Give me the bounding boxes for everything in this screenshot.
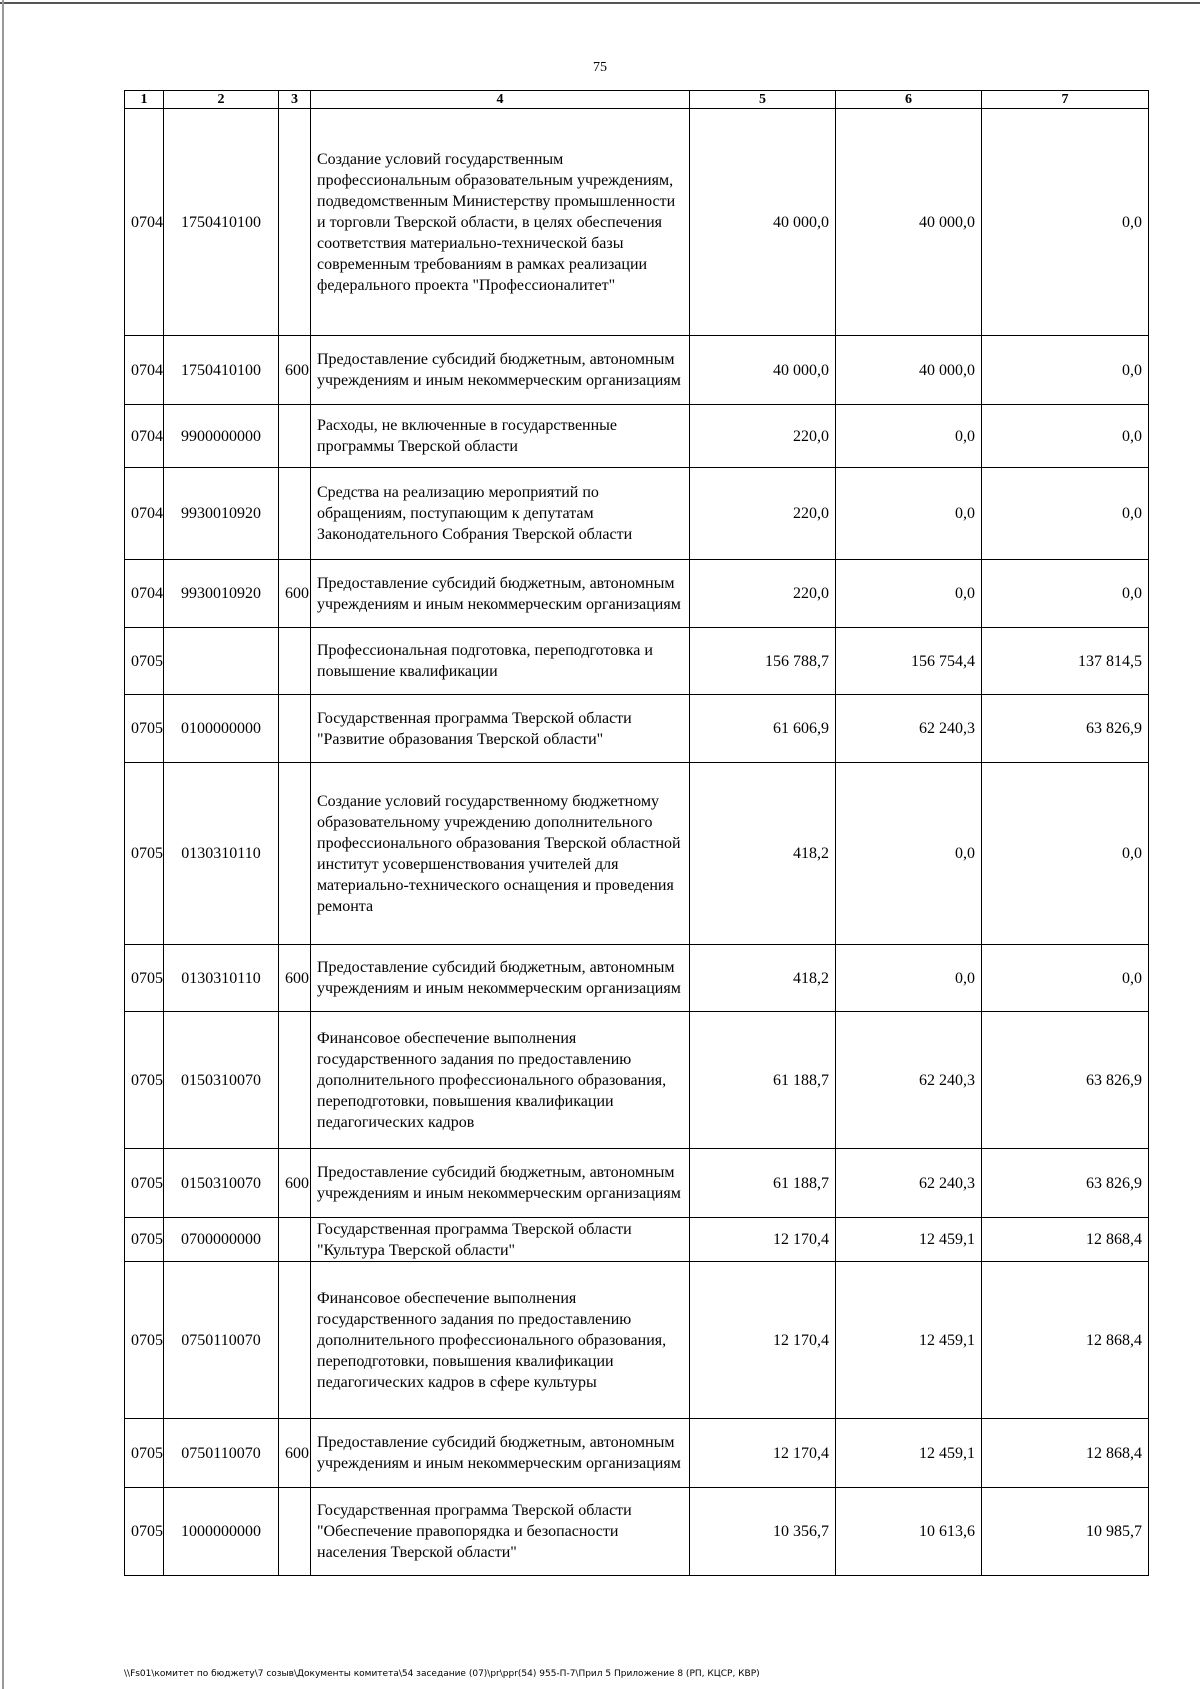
expense-type-code: 600 — [279, 1149, 311, 1218]
amount-col5: 61 188,7 — [690, 1149, 836, 1218]
amount-col7: 0,0 — [982, 109, 1149, 336]
table-row — [125, 336, 1149, 405]
table-row — [125, 468, 1149, 560]
target-article-code: 0150310070 — [164, 1012, 279, 1149]
target-article-code: 9930010920 — [164, 560, 279, 628]
amount-col6: 40 000,0 — [836, 336, 982, 405]
row-description: Расходы, не включенные в государственные программы Тверской области — [311, 405, 690, 468]
amount-col6: 12 459,1 — [836, 1419, 982, 1488]
section-code: 0705 — [125, 628, 164, 695]
table-row — [125, 763, 1149, 945]
amount-col5: 418,2 — [690, 763, 836, 945]
amount-col7: 12 868,4 — [982, 1218, 1149, 1262]
expense-type-code — [279, 628, 311, 695]
target-article-code — [164, 628, 279, 695]
amount-col6: 40 000,0 — [836, 109, 982, 336]
expense-type-code — [279, 405, 311, 468]
amount-col6: 156 754,4 — [836, 628, 982, 695]
column-header: 4 — [311, 91, 690, 109]
amount-col7: 63 826,9 — [982, 695, 1149, 763]
row-description: Средства на реализацию мероприятий по обращениям, поступающим к депутатам Законодательного Собрания Тверской области — [311, 468, 690, 560]
target-article-code: 1750410100 — [164, 109, 279, 336]
amount-col6: 0,0 — [836, 405, 982, 468]
section-code: 0705 — [125, 763, 164, 945]
amount-col6: 0,0 — [836, 945, 982, 1012]
amount-col7: 63 826,9 — [982, 1012, 1149, 1149]
expense-type-code — [279, 763, 311, 945]
amount-col5: 61 606,9 — [690, 695, 836, 763]
section-code: 0704 — [125, 336, 164, 405]
amount-col5: 220,0 — [690, 405, 836, 468]
section-code: 0704 — [125, 405, 164, 468]
column-header: 3 — [279, 91, 311, 109]
amount-col7: 137 814,5 — [982, 628, 1149, 695]
amount-col7: 12 868,4 — [982, 1419, 1149, 1488]
row-description: Предоставление субсидий бюджетным, автономным учреждениям и иным некоммерческим организациям — [311, 1419, 690, 1488]
amount-col6: 12 459,1 — [836, 1262, 982, 1419]
column-header: 6 — [836, 91, 982, 109]
amount-col5: 418,2 — [690, 945, 836, 1012]
row-description: Создание условий государственному бюджетному образовательному учреждению дополнительного профессионального образования Тверской областной институт усовершенствования учителей для материально-технического оснащения и проведения ремонта — [311, 763, 690, 945]
amount-col6: 10 613,6 — [836, 1488, 982, 1576]
amount-col5: 61 188,7 — [690, 1012, 836, 1149]
amount-col5: 12 170,4 — [690, 1419, 836, 1488]
amount-col7: 12 868,4 — [982, 1262, 1149, 1419]
section-code: 0705 — [125, 1218, 164, 1262]
table-row — [125, 109, 1149, 336]
expense-type-code — [279, 1262, 311, 1419]
column-header: 2 — [164, 91, 279, 109]
expense-type-code: 600 — [279, 336, 311, 405]
target-article-code: 0130310110 — [164, 945, 279, 1012]
table-row — [125, 1419, 1149, 1488]
expense-type-code: 600 — [279, 1419, 311, 1488]
amount-col5: 12 170,4 — [690, 1218, 836, 1262]
amount-col6: 0,0 — [836, 560, 982, 628]
amount-col7: 0,0 — [982, 336, 1149, 405]
amount-col7: 0,0 — [982, 763, 1149, 945]
amount-col5: 156 788,7 — [690, 628, 836, 695]
column-header: 1 — [125, 91, 164, 109]
row-description: Создание условий государственным профессиональным образовательным учреждениям, подведомственным Министерству промышленности и торговли Тверской области, в целях обеспечения соответствия материально-технической базы современным требованиям в рамках реализации федерального проекта "Профессионалитет" — [311, 109, 690, 336]
expense-type-code — [279, 1218, 311, 1262]
table-row — [125, 405, 1149, 468]
row-description: Государственная программа Тверской области "Обеспечение правопорядка и безопасности населения Тверской области" — [311, 1488, 690, 1576]
row-description: Предоставление субсидий бюджетным, автономным учреждениям и иным некоммерческим организациям — [311, 560, 690, 628]
file-path-footer: \\Fs01\комитет по бюджету\7 созыв\Документы комитета\54 заседание (07)\pr\ppr(54) 955-П-7\Прил 5 Приложение 8 (РП, КЦСР, КВР) — [124, 1669, 760, 1679]
table-row — [125, 1262, 1149, 1419]
table-header-row — [125, 91, 1149, 109]
amount-col5: 12 170,4 — [690, 1262, 836, 1419]
table-row — [125, 945, 1149, 1012]
row-description: Предоставление субсидий бюджетным, автономным учреждениям и иным некоммерческим организациям — [311, 945, 690, 1012]
amount-col6: 62 240,3 — [836, 695, 982, 763]
amount-col5: 40 000,0 — [690, 109, 836, 336]
amount-col7: 10 985,7 — [982, 1488, 1149, 1576]
amount-col7: 63 826,9 — [982, 1149, 1149, 1218]
section-code: 0704 — [125, 468, 164, 560]
left-border-line — [2, 0, 4, 1689]
amount-col5: 10 356,7 — [690, 1488, 836, 1576]
table-row — [125, 628, 1149, 695]
table-row — [125, 695, 1149, 763]
amount-col6: 62 240,3 — [836, 1012, 982, 1149]
amount-col6: 0,0 — [836, 468, 982, 560]
target-article-code: 0750110070 — [164, 1262, 279, 1419]
section-code: 0705 — [125, 1419, 164, 1488]
target-article-code: 0130310110 — [164, 763, 279, 945]
amount-col7: 0,0 — [982, 468, 1149, 560]
target-article-code: 0150310070 — [164, 1149, 279, 1218]
table-row — [125, 1149, 1149, 1218]
budget-table — [124, 90, 1149, 1576]
row-description: Финансовое обеспечение выполнения государственного задания по предоставлению дополнительного профессионального образования, переподготовки, повышения квалификации педагогических кадров — [311, 1012, 690, 1149]
amount-col6: 62 240,3 — [836, 1149, 982, 1218]
table-row — [125, 1488, 1149, 1576]
target-article-code: 0700000000 — [164, 1218, 279, 1262]
section-code: 0705 — [125, 1149, 164, 1218]
row-description: Финансовое обеспечение выполнения государственного задания по предоставлению дополнительного профессионального образования, переподготовки, повышения квалификации педагогических кадров в сфере культуры — [311, 1262, 690, 1419]
row-description: Профессиональная подготовка, переподготовка и повышение квалификации — [311, 628, 690, 695]
target-article-code: 9930010920 — [164, 468, 279, 560]
section-code: 0705 — [125, 1012, 164, 1149]
row-description: Предоставление субсидий бюджетным, автономным учреждениям и иным некоммерческим организациям — [311, 1149, 690, 1218]
amount-col7: 0,0 — [982, 560, 1149, 628]
table-row — [125, 1218, 1149, 1262]
amount-col7: 0,0 — [982, 405, 1149, 468]
amount-col6: 0,0 — [836, 763, 982, 945]
amount-col5: 220,0 — [690, 468, 836, 560]
target-article-code: 0100000000 — [164, 695, 279, 763]
section-code: 0705 — [125, 1488, 164, 1576]
page-number: 75 — [593, 60, 607, 75]
target-article-code: 1750410100 — [164, 336, 279, 405]
expense-type-code — [279, 695, 311, 763]
section-code: 0704 — [125, 109, 164, 336]
expense-type-code — [279, 1488, 311, 1576]
row-description: Государственная программа Тверской области "Развитие образования Тверской области" — [311, 695, 690, 763]
target-article-code: 1000000000 — [164, 1488, 279, 1576]
table-row — [125, 1012, 1149, 1149]
amount-col7: 0,0 — [982, 945, 1149, 1012]
section-code: 0704 — [125, 560, 164, 628]
expense-type-code — [279, 1012, 311, 1149]
row-description: Государственная программа Тверской области "Культура Тверской области" — [311, 1218, 690, 1262]
amount-col6: 12 459,1 — [836, 1218, 982, 1262]
table-row — [125, 560, 1149, 628]
column-header: 7 — [982, 91, 1149, 109]
target-article-code: 9900000000 — [164, 405, 279, 468]
amount-col5: 220,0 — [690, 560, 836, 628]
top-border-line — [0, 2, 1200, 4]
column-header: 5 — [690, 91, 836, 109]
section-code: 0705 — [125, 1262, 164, 1419]
amount-col5: 40 000,0 — [690, 336, 836, 405]
section-code: 0705 — [125, 695, 164, 763]
expense-type-code: 600 — [279, 560, 311, 628]
expense-type-code: 600 — [279, 945, 311, 1012]
section-code: 0705 — [125, 945, 164, 1012]
row-description: Предоставление субсидий бюджетным, автономным учреждениям и иным некоммерческим организациям — [311, 336, 690, 405]
target-article-code: 0750110070 — [164, 1419, 279, 1488]
expense-type-code — [279, 109, 311, 336]
expense-type-code — [279, 468, 311, 560]
